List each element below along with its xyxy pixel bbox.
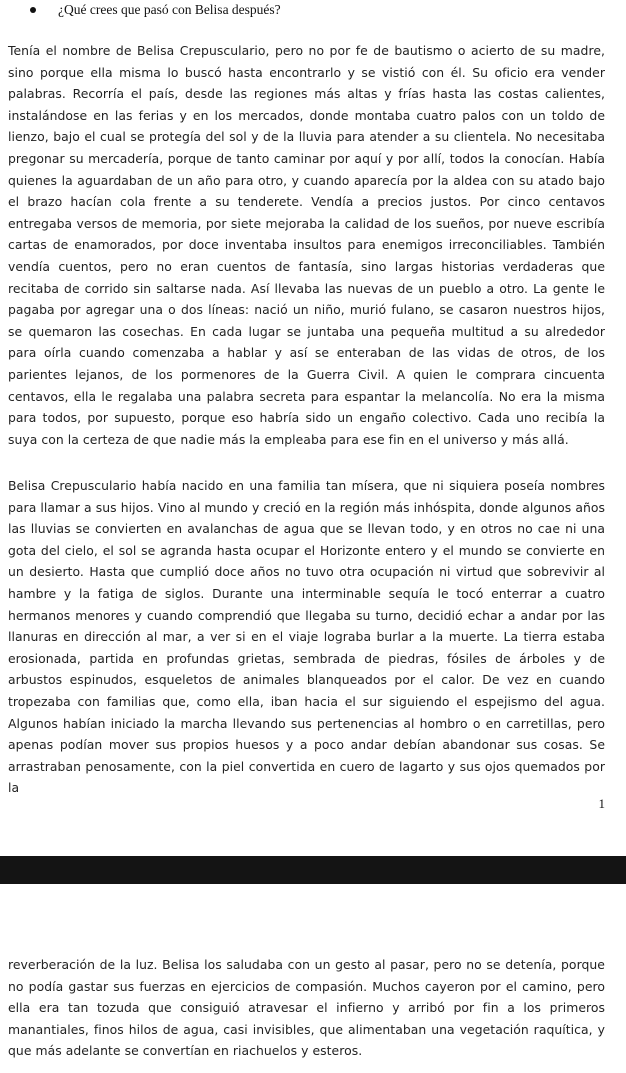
question-bullet — [30, 2, 281, 18]
paragraph-3: reverberación de la luz. Belisa los saludaba con un gesto al pasar, pero no se detenía, porque no podía gastar sus fuerzas en ejercicios de compasión. Muchos cayeron por el camino, pero ella era tan tozuda que consiguió atravesar el infierno y arribó por fin a los primeros manantiales, finos hilos de agua, casi invisibles, que alimentaban una vegetación raquítica, y que más adelante se convertían en riachuelos y esteros. — [8, 957, 605, 1059]
page-number: 1 — [598, 796, 605, 811]
paragraph-2: Belisa Crepusculario había nacido en una familia tan mísera, que ni siquiera poseía nombres para llamar a sus hijos. Vino al mundo y creció en la región más inhóspita, donde algunos años las lluvias se convierten en avalanchas de agua que se llevan todo, y en otros no cae ni una gota del cielo, el sol se agranda hasta ocupar el Horizonte entero y el mundo se convierte en un desierto. Hasta que cumplió doce años no tuvo otra ocupación ni virtud que sobrevivir al hambre y la fatiga de siglos. Durante una interminable sequía le tocó enterrar a cuatro hermanos menores y cuando comprendió que llegaba su turno, decidió echar a andar por las llanuras en dirección al mar, a ver si en el viaje lograba burlar a la muerte. La tierra estaba erosionada, partida en profundas grietas, sembrada de piedras, fósiles de árboles y de arbustos espinudos, esqueletos de animales blanqueados por el calor. De vez en cuando tropezaba con familias que, como ella, iban hacia el sur siguiendo el espejismo del agua. Algunos habían iniciado la marcha llevando sus pertenencias al hombro o en carretillas, pero apenas podían mover sus propios huesos y a poco andar debían abandonar sus cosas. Se arrastraban penosamente, con la piel convertida en cuero de lagarto y sus ojos quemados por la — [8, 478, 605, 796]
bullet-dot-icon — [30, 7, 36, 13]
paragraph-1: Tenía el nombre de Belisa Crepusculario, pero no por fe de bautismo o acierto de su madre, sino porque ella misma lo buscó hasta encontrarlo y se vistió con él. Su oficio era vender palabras. Recorría el país, desde las regiones más altas y frías hasta las costas calientes, instalándose en las ferias y en los mercados, donde montaba cuatro palos con un toldo de lienzo, bajo el cual se protegía del sol y de la lluvia para atender a su clientela. No necesitaba pregonar su mercadería, porque de tanto caminar por aquí y por allí, todos la conocían. Había quienes la aguardaban de un año para otro, y cuando aparecía por la aldea con su atado bajo el brazo hacían cola frente a su tenderete. Vendía a precios justos. Por cinco centavos entregaba versos de memoria, por siete mejoraba la calidad de los sueños, por nueve escribía cartas de enamorados, por doce inventaba insultos para enemigos irreconciliables. También vendía cuentos, pero no eran cuentos de fantasía, sino largas historias verdaderas que recitaba de corrido sin saltarse nada. Así llevaba las nuevas de un pueblo a otro. La gente le pagaba por agregar una o dos líneas: nació un niño, murió fulano, se casaron nuestros hijos, se quemaron las cosechas. En cada lugar se juntaba una pequeña multitud a su alrededor para oírla cuando comenzaba a hablar y así se enteraban de las vidas de otros, de los parientes lejanos, de los pormenores de la Guerra Civil. A quien le comprara cincuenta centavos, ella le regalaba una palabra secreta para espantar la melancolía. No era la misma para todos, por supuesto, porque eso habría sido un engaño colectivo. Cada uno recibía la suya con la certeza de que nadie más la empleaba para ese fin en el universo y más allá. — [8, 43, 605, 447]
page-separator — [0, 856, 626, 884]
question-text: ¿Qué crees que pasó con Belisa después? — [58, 2, 281, 17]
